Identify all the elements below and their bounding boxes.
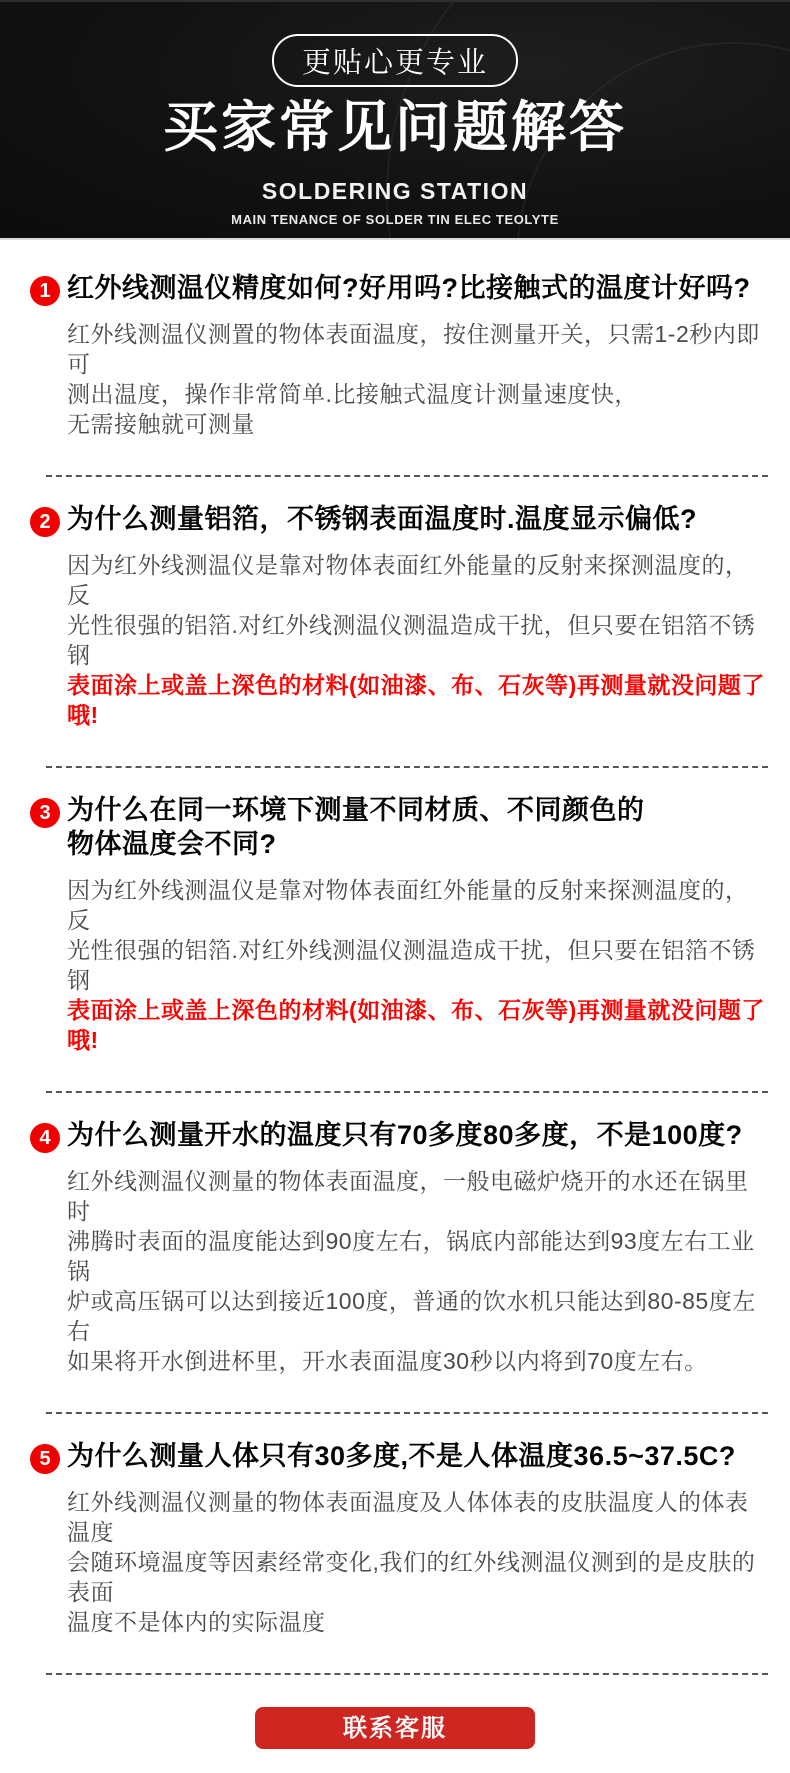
faq-question-line: 为什么在同一环境下测量不同材质、不同颜色的 <box>67 795 645 825</box>
faq-answer <box>67 319 768 439</box>
faq-number-badge: 4 <box>30 1123 60 1153</box>
faq-answer-line: 如果将开水倒进杯里，开水表面温度30秒以内将到70度左右。 <box>67 1347 708 1374</box>
faq-answer-line: 光性很强的铝箔.对红外线测温仪测温造成干扰，但只要在铝箔不锈钢 <box>67 612 756 668</box>
faq-answer-line: 无需接触就可测量 <box>67 411 255 437</box>
faq-answer-line-highlight: 表面涂上或盖上深色的材料(如油漆、布、石灰等)再测量就没问题了哦! <box>67 672 765 728</box>
faq-question <box>67 272 750 306</box>
subtitle-english: SOLDERING STATION <box>261 177 529 204</box>
faq-answer-line: 红外线测温仪测量的物体表面温度及人体体表的皮肤温度人的体表温度 <box>67 1488 749 1545</box>
faq-question-row <box>30 1440 768 1474</box>
footer <box>0 1675 790 1773</box>
faq-item <box>30 246 768 477</box>
page-title: 买家常见问题解答 <box>162 96 627 158</box>
faq-question-line: 为什么测量铝箔，不锈钢表面温度时.温度显示偏低? <box>67 504 697 534</box>
faq-answer <box>67 550 768 730</box>
faq-number-badge: 3 <box>30 798 60 828</box>
faq-answer-line-highlight: 表面涂上或盖上深色的材料(如油漆、布、石灰等)再测量就没问题了哦! <box>67 996 765 1053</box>
contact-service-button[interactable]: 联系客服 <box>255 1707 535 1749</box>
faq-question <box>67 503 697 537</box>
header-badge: 更贴心更专业 <box>272 34 518 87</box>
faq-answer-line: 炉或高压锅可以达到接近100度，普通的饮水机只能达到80-85度左右 <box>67 1287 756 1344</box>
faq-question-line: 物体温度会不同? <box>67 828 277 859</box>
faq-answer-line: 会随环境温度等因素经常变化,我们的红外线测温仪测到的是皮肤的表面 <box>67 1548 756 1605</box>
faq-question <box>67 794 645 862</box>
faq-question <box>67 1119 743 1153</box>
faq-question <box>67 1440 736 1474</box>
faq-answer-line: 沸腾时表面的温度能达到90度左右，锅底内部能达到93度左右工业锅 <box>67 1227 755 1284</box>
faq-answer <box>67 1166 768 1376</box>
faq-number-badge: 1 <box>30 276 60 306</box>
faq-number-badge: 2 <box>30 507 60 537</box>
faq-answer-line: 红外线测温仪测置的物体表面温度，按住测量开关，只需1-2秒内即可 <box>67 321 760 377</box>
subtitle-english-secondary: MAIN TENANCE OF SOLDER TIN ELEC TEOLYTE <box>231 211 559 227</box>
faq-answer-line: 因为红外线测温仪是靠对物体表面红外能量的反射来探测温度的，反 <box>67 876 749 933</box>
faq-question-row <box>30 794 768 862</box>
faq-question-line: 为什么测量开水的温度只有70多度80多度，不是100度? <box>67 1119 743 1150</box>
faq-answer-line: 因为红外线测温仪是靠对物体表面红外能量的反射来探测温度的，反 <box>67 552 749 608</box>
faq-question-line: 为什么测量人体只有30多度,不是人体温度36.5~37.5C? <box>67 1440 736 1471</box>
faq-answer-line: 光性很强的铝箔.对红外线测温仪测温造成干扰，但只要在铝箔不锈钢 <box>67 936 756 993</box>
header-banner <box>0 0 790 240</box>
faq-question-row <box>30 272 768 306</box>
faq-item <box>30 477 768 768</box>
faq-answer-line: 温度不是体内的实际温度 <box>67 1608 326 1635</box>
faq-question-row <box>30 503 768 537</box>
faq-item <box>30 768 768 1093</box>
faq-answer <box>67 875 768 1055</box>
faq-answer <box>67 1487 768 1637</box>
faq-item <box>30 1093 768 1414</box>
faq-question-line: 红外线测温仪精度如何?好用吗?比接触式的温度计好吗? <box>67 273 751 303</box>
faq-question-row <box>30 1119 768 1153</box>
faq-item <box>30 1414 768 1675</box>
faq-number-badge: 5 <box>30 1444 60 1474</box>
faq-answer-line: 红外线测温仪测量的物体表面温度，一般电磁炉烧开的水还在锅里时 <box>67 1167 749 1224</box>
faq-list <box>0 240 790 1675</box>
faq-answer-line: 测出温度，操作非常简单.比接触式温度计测量速度快， <box>67 381 638 407</box>
